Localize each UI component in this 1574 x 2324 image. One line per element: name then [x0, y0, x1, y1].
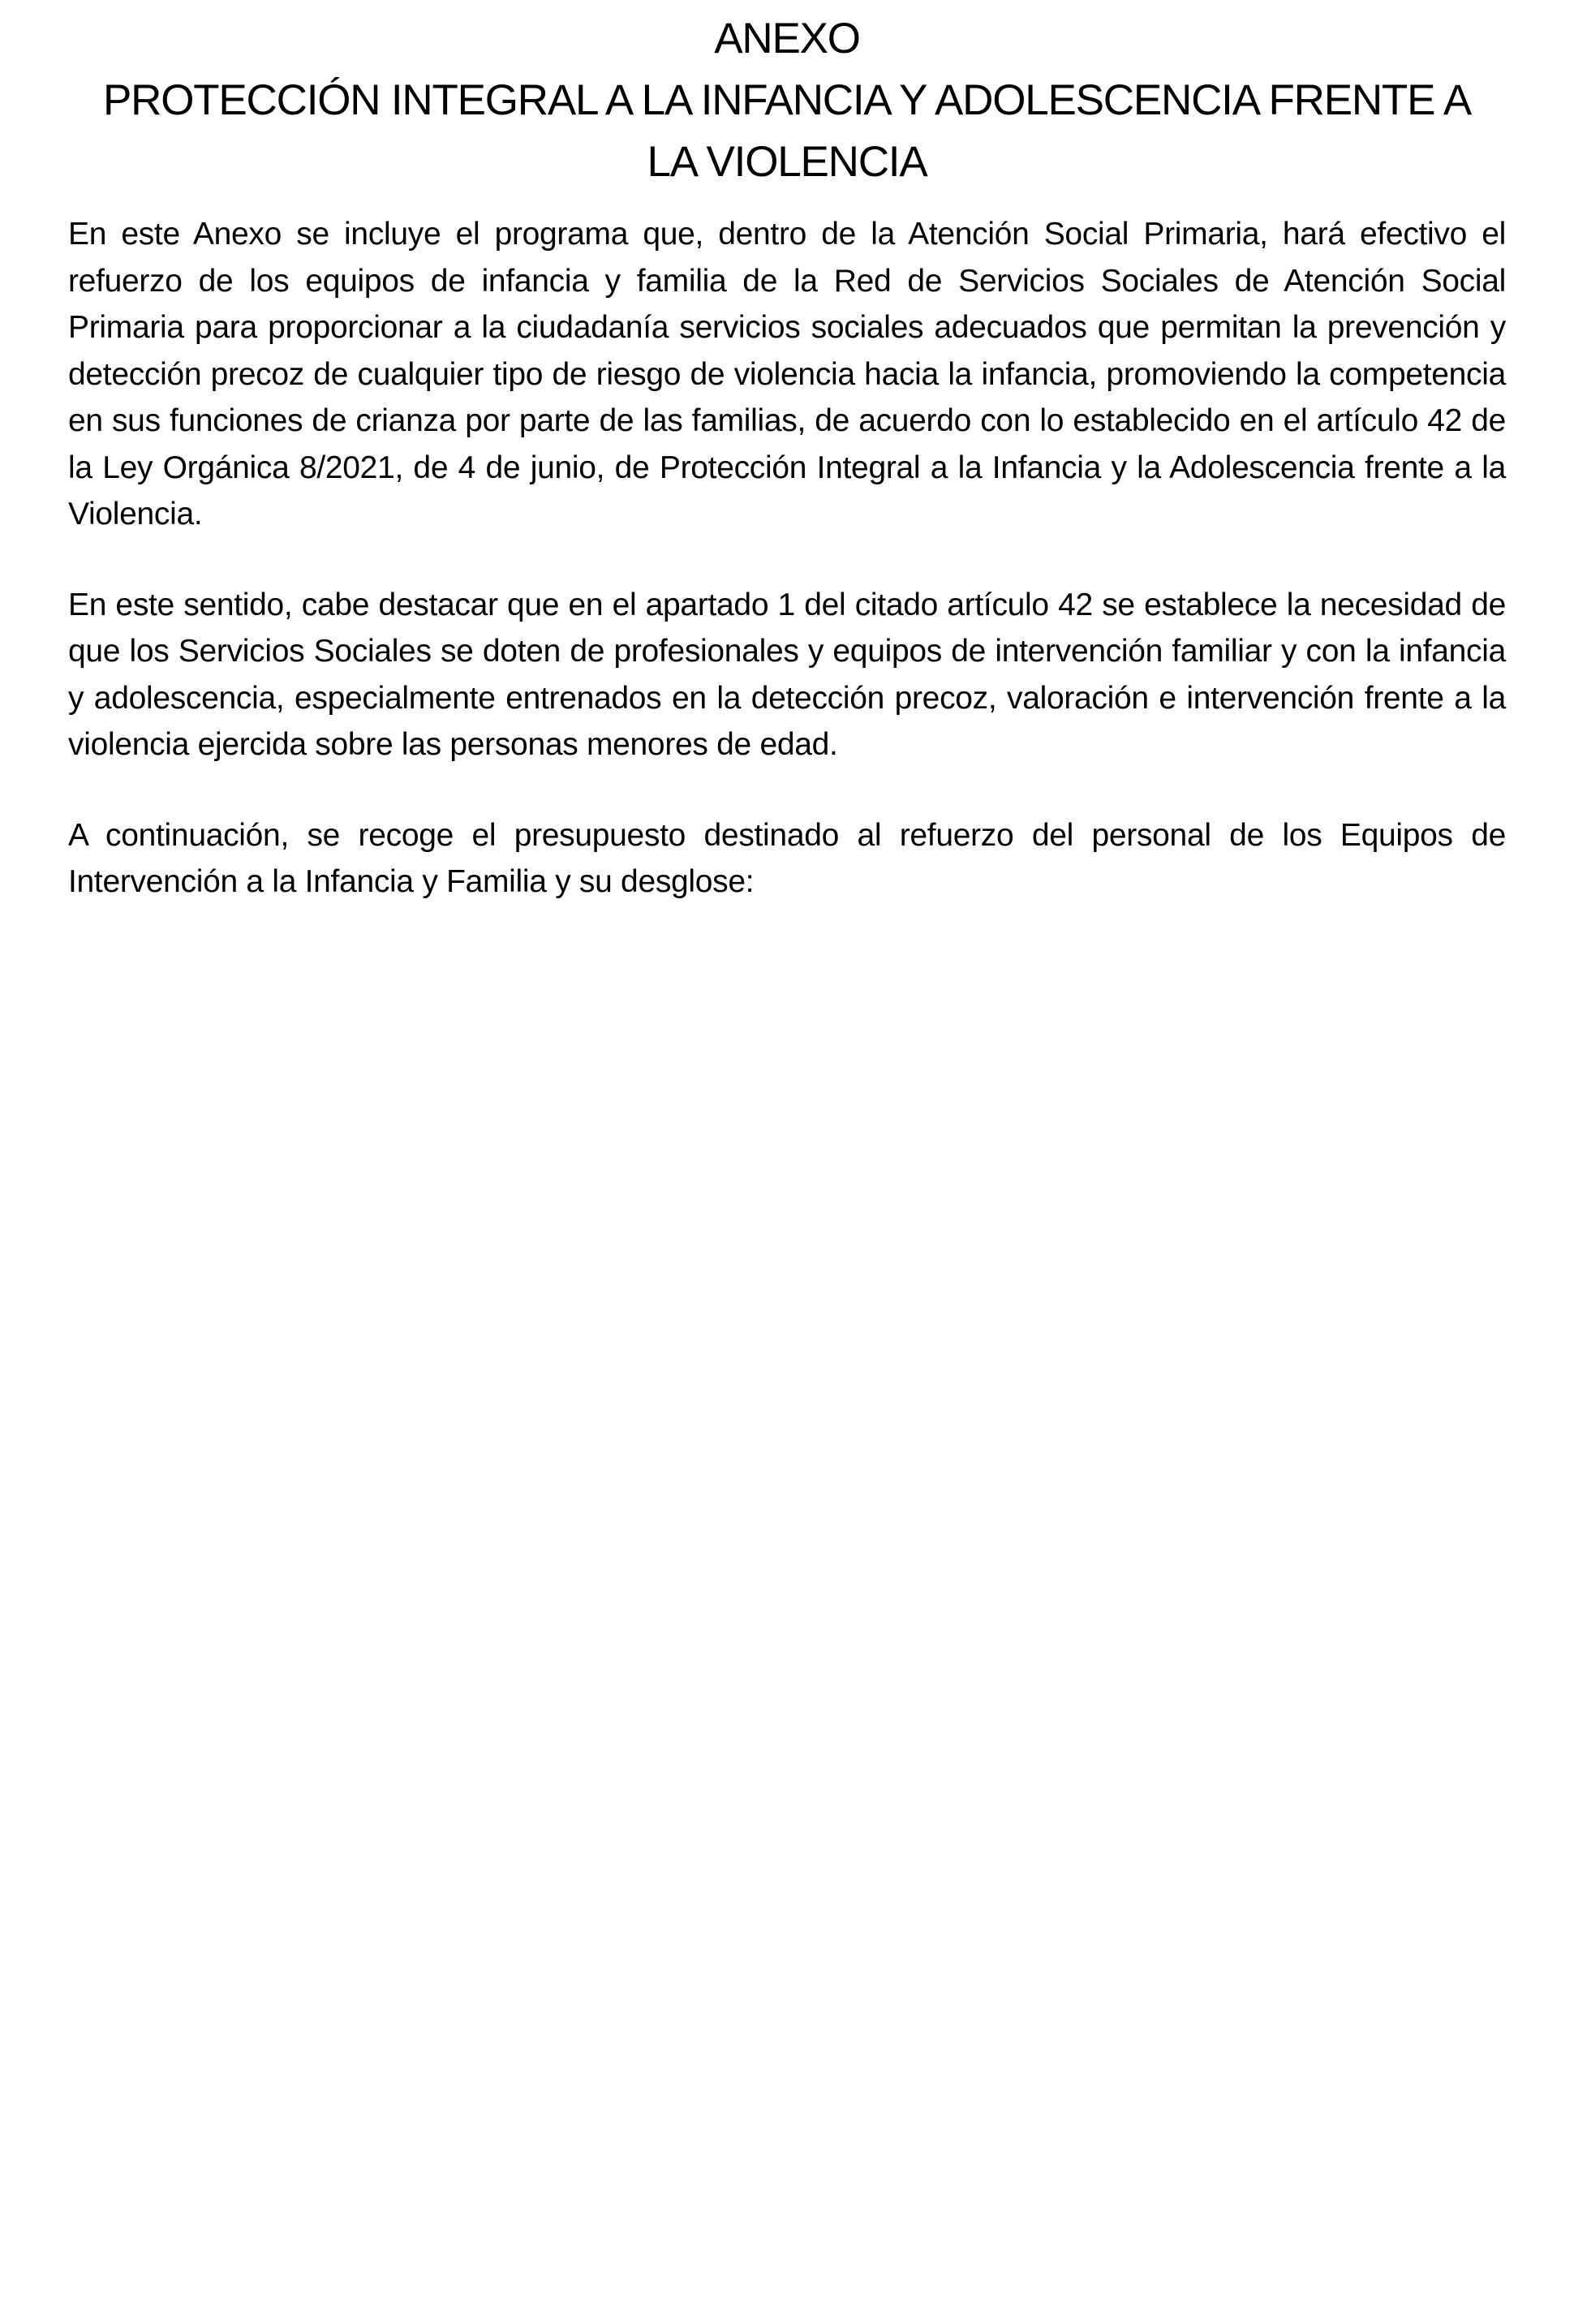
- title-line-continued: LA VIOLENCIA: [647, 138, 927, 186]
- paragraph-budget-intro: A continuación, se recoge el presupuesto destinado al refuerzo del personal de los Equipos de Intervención a la Infancia y Familia y su desglose:: [68, 817, 1506, 899]
- document-title: [68, 8, 1506, 193]
- title-line-main: PROTECCIÓN INTEGRAL A LA INFANCIA Y ADOLESCENCIA FRENTE A: [102, 76, 1472, 124]
- paragraph-introduction: En este Anexo se incluye el programa que, dentro de la Atención Social Primaria, hará efectivo el refuerzo de los equipos de infancia y familia de la Red de Servicios Sociales de Atención Social Primaria para proporcionar a la ciudadanía servicios sociales adecuados que permitan la prevención y detección precoz de cualquier tipo de riesgo de violencia hacia la infancia, promoviendo la competencia en sus funciones de crianza por parte de las familias, de acuerdo con lo establecido en el artículo 42 de la Ley Orgánica 8/2021, de 4 de junio, de Protección Integral a la Infancia y la Adolescencia frente a la Violencia.: [68, 217, 1506, 532]
- paragraph-article-42: En este sentido, cabe destacar que en el apartado 1 del citado artículo 42 se establece la necesidad de que los Servicios Sociales se doten de profesionales y equipos de intervención familiar y con la infancia y adolescencia, especialmente entrenados en la detección precoz, valoración e intervención frente a la violencia ejercida sobre las personas menores de edad.: [68, 587, 1506, 762]
- title-line-anexo: ANEXO: [714, 15, 860, 62]
